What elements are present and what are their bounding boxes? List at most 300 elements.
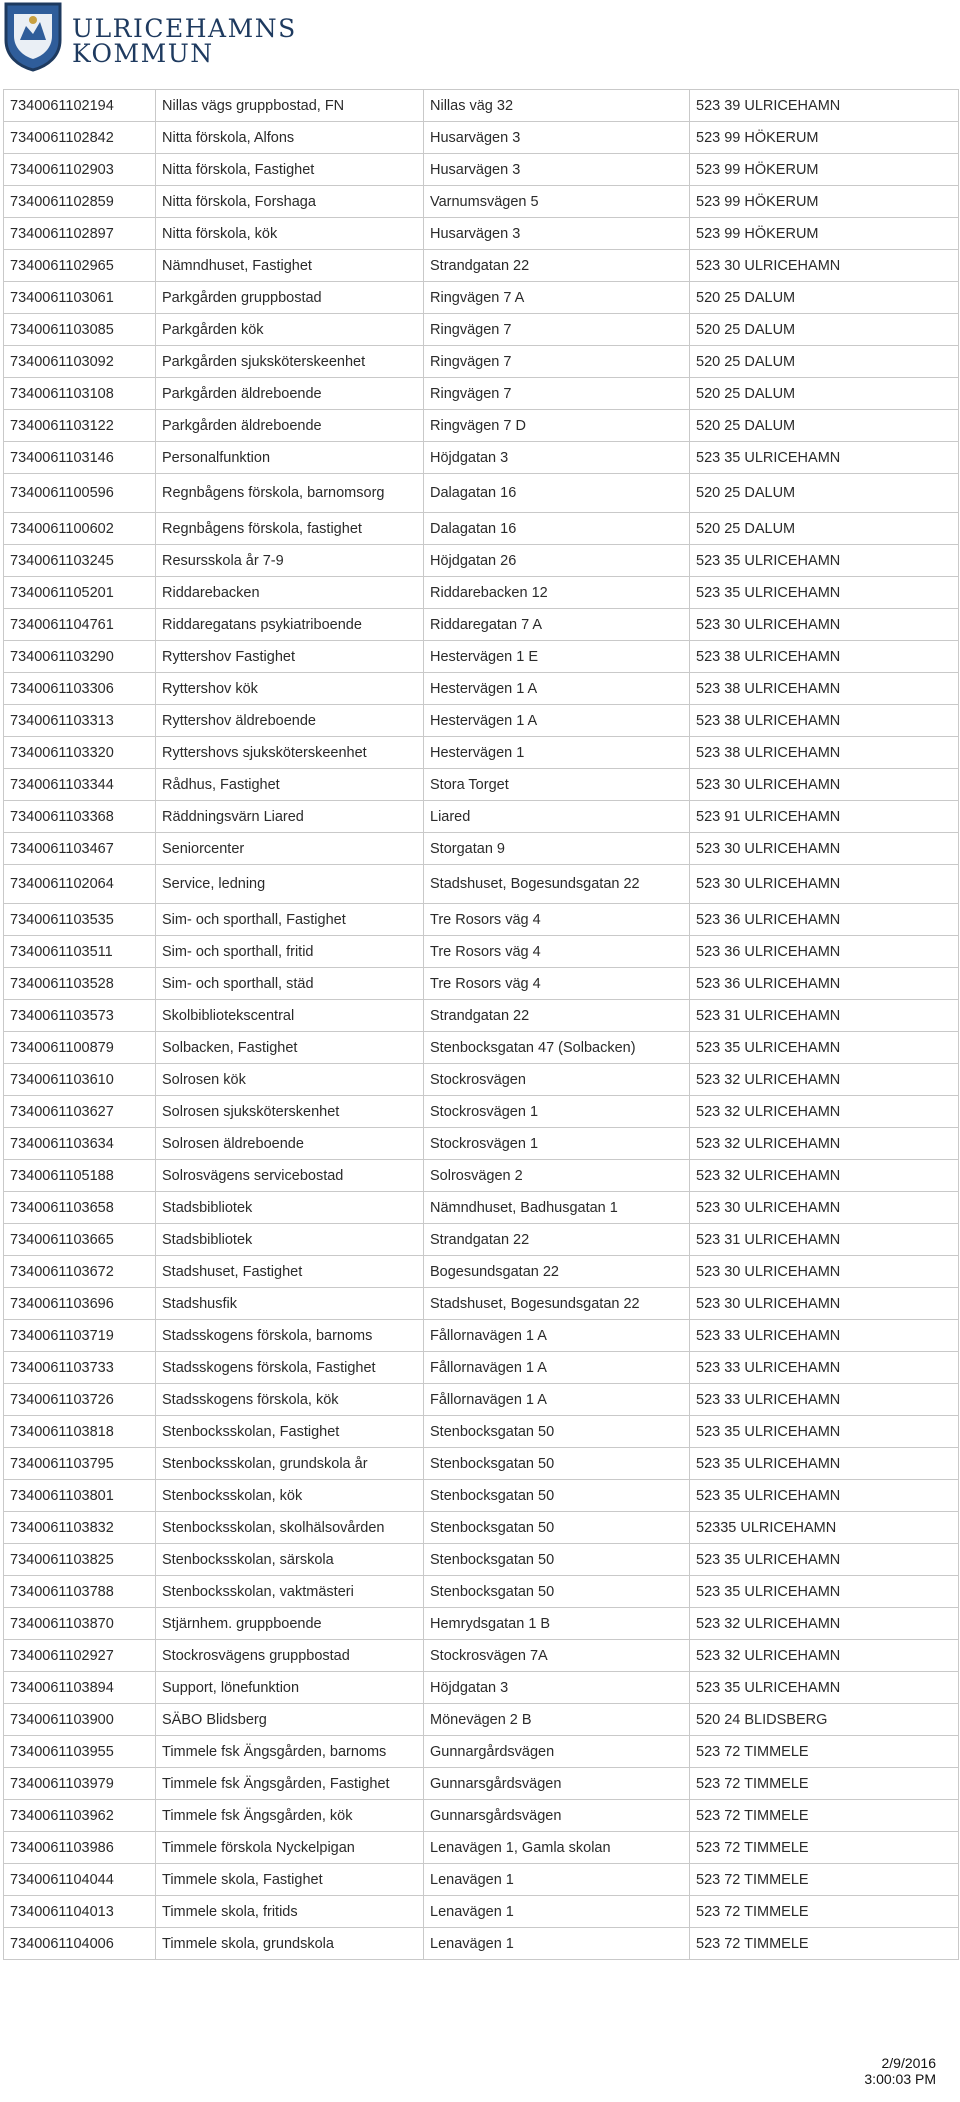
- street-address-cell: Ringvägen 7: [424, 378, 690, 410]
- street-address-cell: Fållornavägen 1 A: [424, 1320, 690, 1352]
- gln-cell: 7340061103719: [4, 1320, 156, 1352]
- postal-address-cell: 523 30 ULRICEHAMN: [690, 1288, 959, 1320]
- postal-address-cell: 523 30 ULRICEHAMN: [690, 250, 959, 282]
- street-address-cell: Fållornavägen 1 A: [424, 1384, 690, 1416]
- street-address-cell: Bogesundsgatan 22: [424, 1256, 690, 1288]
- unit-name-cell: Rådhus, Fastighet: [156, 769, 424, 801]
- logo-line-2: KOMMUN: [72, 39, 214, 68]
- street-address-cell: Husarvägen 3: [424, 122, 690, 154]
- gln-cell: 7340061103986: [4, 1832, 156, 1864]
- street-address-cell: Stenbocksgatan 47 (Solbacken): [424, 1032, 690, 1064]
- gln-cell: 7340061103290: [4, 641, 156, 673]
- street-address-cell: Husarvägen 3: [424, 154, 690, 186]
- gln-cell: 7340061103788: [4, 1576, 156, 1608]
- unit-name-cell: Solbacken, Fastighet: [156, 1032, 424, 1064]
- postal-address-cell: 523 72 TIMMELE: [690, 1832, 959, 1864]
- unit-name-cell: Resursskola år 7-9: [156, 545, 424, 577]
- unit-name-cell: Stjärnhem. gruppboende: [156, 1608, 424, 1640]
- street-address-cell: Stadshuset, Bogesundsgatan 22: [424, 1288, 690, 1320]
- table-row: [4, 609, 959, 641]
- unit-name-cell: Stenbocksskolan, Fastighet: [156, 1416, 424, 1448]
- postal-address-cell: 520 24 BLIDSBERG: [690, 1704, 959, 1736]
- table-row: [4, 1000, 959, 1032]
- unit-name-cell: Nitta förskola, Fastighet: [156, 154, 424, 186]
- street-address-cell: Hestervägen 1 E: [424, 641, 690, 673]
- street-address-cell: Gunnargårdsvägen: [424, 1736, 690, 1768]
- gln-cell: 7340061103870: [4, 1608, 156, 1640]
- street-address-cell: Stockrosvägen 7A: [424, 1640, 690, 1672]
- postal-address-cell: 523 72 TIMMELE: [690, 1800, 959, 1832]
- street-address-cell: Strandgatan 22: [424, 1224, 690, 1256]
- print-date: 2/9/2016: [881, 2055, 936, 2071]
- postal-address-cell: 520 25 DALUM: [690, 282, 959, 314]
- gln-cell: 7340061103627: [4, 1096, 156, 1128]
- table-row: [4, 282, 959, 314]
- unit-name-cell: Ryttershov äldreboende: [156, 705, 424, 737]
- table-row: [4, 1928, 959, 1960]
- table-row: [4, 186, 959, 218]
- gln-cell: 7340061104044: [4, 1864, 156, 1896]
- unit-name-cell: Parkgården kök: [156, 314, 424, 346]
- street-address-cell: Nillas väg 32: [424, 90, 690, 122]
- street-address-cell: Nämndhuset, Badhusgatan 1: [424, 1192, 690, 1224]
- gln-cell: 7340061100596: [4, 474, 156, 513]
- municipality-logo: [2, 0, 302, 72]
- table-row: [4, 1512, 959, 1544]
- street-address-cell: Varnumsvägen 5: [424, 186, 690, 218]
- gln-cell: 7340061103672: [4, 1256, 156, 1288]
- postal-address-cell: 523 30 ULRICEHAMN: [690, 865, 959, 904]
- street-address-cell: Stenbocksgatan 50: [424, 1544, 690, 1576]
- unit-name-cell: Stadshuset, Fastighet: [156, 1256, 424, 1288]
- unit-name-cell: Parkgården äldreboende: [156, 410, 424, 442]
- gln-cell: 7340061104761: [4, 609, 156, 641]
- gln-cell: 7340061102859: [4, 186, 156, 218]
- postal-address-cell: 523 35 ULRICEHAMN: [690, 1448, 959, 1480]
- table-row: [4, 1640, 959, 1672]
- gln-cell: 7340061103634: [4, 1128, 156, 1160]
- unit-name-cell: Nitta förskola, Alfons: [156, 122, 424, 154]
- unit-name-cell: Regnbågens förskola, barnomsorg: [156, 474, 424, 513]
- unit-name-cell: Ryttershovs sjuksköterskeenhet: [156, 737, 424, 769]
- table-row: [4, 250, 959, 282]
- gln-cell: 7340061100602: [4, 513, 156, 545]
- gln-cell: 7340061103085: [4, 314, 156, 346]
- unit-name-cell: Solrosvägens servicebostad: [156, 1160, 424, 1192]
- postal-address-cell: 523 38 ULRICEHAMN: [690, 673, 959, 705]
- table-row: [4, 1896, 959, 1928]
- gln-cell: 7340061103733: [4, 1352, 156, 1384]
- table-row: [4, 1448, 959, 1480]
- postal-address-cell: 523 30 ULRICEHAMN: [690, 609, 959, 641]
- unit-name-cell: Regnbågens förskola, fastighet: [156, 513, 424, 545]
- street-address-cell: Lenavägen 1, Gamla skolan: [424, 1832, 690, 1864]
- postal-address-cell: 523 36 ULRICEHAMN: [690, 936, 959, 968]
- table-row: [4, 1768, 959, 1800]
- table-row: [4, 1416, 959, 1448]
- street-address-cell: Dalagatan 16: [424, 513, 690, 545]
- gln-cell: 7340061102064: [4, 865, 156, 904]
- unit-name-cell: Stenbocksskolan, kök: [156, 1480, 424, 1512]
- postal-address-cell: 523 32 ULRICEHAMN: [690, 1064, 959, 1096]
- municipality-name: [72, 16, 297, 66]
- unit-name-cell: Solrosen sjuksköterskenhet: [156, 1096, 424, 1128]
- table-row: [4, 410, 959, 442]
- gln-cell: 7340061103061: [4, 282, 156, 314]
- table-row: [4, 1064, 959, 1096]
- unit-name-cell: Seniorcenter: [156, 833, 424, 865]
- unit-name-cell: Nitta förskola, Forshaga: [156, 186, 424, 218]
- unit-name-cell: Riddarebacken: [156, 577, 424, 609]
- street-address-cell: Stenbocksgatan 50: [424, 1480, 690, 1512]
- unit-name-cell: Ryttershov kök: [156, 673, 424, 705]
- table-row: [4, 737, 959, 769]
- street-address-cell: Höjdgatan 26: [424, 545, 690, 577]
- gln-cell: 7340061102194: [4, 90, 156, 122]
- postal-address-cell: 523 99 HÖKERUM: [690, 154, 959, 186]
- gln-cell: 7340061102927: [4, 1640, 156, 1672]
- table-row: [4, 1128, 959, 1160]
- gln-cell: 7340061103092: [4, 346, 156, 378]
- postal-address-cell: 523 39 ULRICEHAMN: [690, 90, 959, 122]
- street-address-cell: Gunnarsgårdsvägen: [424, 1800, 690, 1832]
- postal-address-cell: 523 38 ULRICEHAMN: [690, 737, 959, 769]
- street-address-cell: Stockrosvägen: [424, 1064, 690, 1096]
- table-row: [4, 1608, 959, 1640]
- postal-address-cell: 520 25 DALUM: [690, 410, 959, 442]
- table-row: [4, 1704, 959, 1736]
- unit-name-cell: Skolbibliotekscentral: [156, 1000, 424, 1032]
- street-address-cell: Solrosvägen 2: [424, 1160, 690, 1192]
- unit-name-cell: Stadsbibliotek: [156, 1224, 424, 1256]
- street-address-cell: Hestervägen 1: [424, 737, 690, 769]
- table-row: [4, 1832, 959, 1864]
- postal-address-cell: 523 72 TIMMELE: [690, 1896, 959, 1928]
- postal-address-cell: 523 31 ULRICEHAMN: [690, 1000, 959, 1032]
- gln-cell: 7340061103801: [4, 1480, 156, 1512]
- gln-cell: 7340061102903: [4, 154, 156, 186]
- unit-name-cell: Parkgården äldreboende: [156, 378, 424, 410]
- postal-address-cell: 523 31 ULRICEHAMN: [690, 1224, 959, 1256]
- postal-address-cell: 523 32 ULRICEHAMN: [690, 1608, 959, 1640]
- postal-address-cell: 523 32 ULRICEHAMN: [690, 1096, 959, 1128]
- table-row: [4, 154, 959, 186]
- postal-address-cell: 523 35 ULRICEHAMN: [690, 442, 959, 474]
- table-row: [4, 833, 959, 865]
- table-row: [4, 1736, 959, 1768]
- street-address-cell: Liared: [424, 801, 690, 833]
- postal-address-cell: 523 32 ULRICEHAMN: [690, 1640, 959, 1672]
- unit-name-cell: Timmele fsk Ängsgården, kök: [156, 1800, 424, 1832]
- postal-address-cell: 523 35 ULRICEHAMN: [690, 1480, 959, 1512]
- unit-name-cell: Timmele skola, grundskola: [156, 1928, 424, 1960]
- postal-address-cell: 523 35 ULRICEHAMN: [690, 1672, 959, 1704]
- table-row: [4, 90, 959, 122]
- street-address-cell: Riddaregatan 7 A: [424, 609, 690, 641]
- street-address-cell: Lenavägen 1: [424, 1896, 690, 1928]
- postal-address-cell: 523 32 ULRICEHAMN: [690, 1160, 959, 1192]
- street-address-cell: Höjdgatan 3: [424, 442, 690, 474]
- table-row: [4, 1480, 959, 1512]
- postal-address-cell: 523 33 ULRICEHAMN: [690, 1320, 959, 1352]
- table-row: [4, 904, 959, 936]
- table-row: [4, 1256, 959, 1288]
- postal-address-cell: 523 35 ULRICEHAMN: [690, 1416, 959, 1448]
- unit-name-cell: Parkgården sjuksköterskeenhet: [156, 346, 424, 378]
- postal-address-cell: 52335 ULRICEHAMN: [690, 1512, 959, 1544]
- gln-cell: 7340061103900: [4, 1704, 156, 1736]
- table-row: [4, 314, 959, 346]
- street-address-cell: Mönevägen 2 B: [424, 1704, 690, 1736]
- unit-name-cell: Stenbocksskolan, skolhälsovården: [156, 1512, 424, 1544]
- street-address-cell: Stenbocksgatan 50: [424, 1448, 690, 1480]
- table-row: [4, 1352, 959, 1384]
- unit-name-cell: Sim- och sporthall, fritid: [156, 936, 424, 968]
- table-row: [4, 1096, 959, 1128]
- unit-name-cell: Support, lönefunktion: [156, 1672, 424, 1704]
- street-address-cell: Husarvägen 3: [424, 218, 690, 250]
- postal-address-cell: 523 99 HÖKERUM: [690, 218, 959, 250]
- table-row: [4, 1672, 959, 1704]
- unit-name-cell: Nitta förskola, kök: [156, 218, 424, 250]
- street-address-cell: Lenavägen 1: [424, 1928, 690, 1960]
- gln-cell: 7340061103818: [4, 1416, 156, 1448]
- unit-name-cell: Stadsskogens förskola, kök: [156, 1384, 424, 1416]
- gln-cell: 7340061103467: [4, 833, 156, 865]
- unit-name-cell: Solrosen äldreboende: [156, 1128, 424, 1160]
- street-address-cell: Dalagatan 16: [424, 474, 690, 513]
- gln-cell: 7340061100879: [4, 1032, 156, 1064]
- street-address-cell: Stora Torget: [424, 769, 690, 801]
- unit-name-cell: Sim- och sporthall, städ: [156, 968, 424, 1000]
- gln-cell: 7340061103306: [4, 673, 156, 705]
- street-address-cell: Strandgatan 22: [424, 250, 690, 282]
- unit-name-cell: Nämndhuset, Fastighet: [156, 250, 424, 282]
- unit-name-cell: Stadsskogens förskola, barnoms: [156, 1320, 424, 1352]
- gln-cell: 7340061103832: [4, 1512, 156, 1544]
- street-address-cell: Hestervägen 1 A: [424, 673, 690, 705]
- postal-address-cell: 523 33 ULRICEHAMN: [690, 1384, 959, 1416]
- unit-name-cell: Parkgården gruppbostad: [156, 282, 424, 314]
- table-row: [4, 545, 959, 577]
- street-address-cell: Stenbocksgatan 50: [424, 1416, 690, 1448]
- table-row: [4, 1288, 959, 1320]
- postal-address-cell: 523 30 ULRICEHAMN: [690, 769, 959, 801]
- gln-cell: 7340061103573: [4, 1000, 156, 1032]
- street-address-cell: Ringvägen 7 D: [424, 410, 690, 442]
- table-row: [4, 1160, 959, 1192]
- unit-name-cell: Nillas vägs gruppbostad, FN: [156, 90, 424, 122]
- gln-cell: 7340061103245: [4, 545, 156, 577]
- gln-cell: 7340061103108: [4, 378, 156, 410]
- street-address-cell: Stockrosvägen 1: [424, 1096, 690, 1128]
- street-address-cell: Stenbocksgatan 50: [424, 1512, 690, 1544]
- gln-cell: 7340061103894: [4, 1672, 156, 1704]
- print-time: 3:00:03 PM: [864, 2071, 936, 2087]
- postal-address-cell: 523 35 ULRICEHAMN: [690, 545, 959, 577]
- postal-address-cell: 523 72 TIMMELE: [690, 1768, 959, 1800]
- gln-cell: 7340061103795: [4, 1448, 156, 1480]
- unit-name-cell: SÄBO Blidsberg: [156, 1704, 424, 1736]
- gln-cell: 7340061105201: [4, 577, 156, 609]
- table-row: [4, 673, 959, 705]
- street-address-cell: Stenbocksgatan 50: [424, 1576, 690, 1608]
- gln-cell: 7340061105188: [4, 1160, 156, 1192]
- postal-address-cell: 523 99 HÖKERUM: [690, 186, 959, 218]
- postal-address-cell: 523 36 ULRICEHAMN: [690, 904, 959, 936]
- table-row: [4, 1224, 959, 1256]
- unit-name-cell: Timmele fsk Ängsgården, barnoms: [156, 1736, 424, 1768]
- postal-address-cell: 523 35 ULRICEHAMN: [690, 577, 959, 609]
- street-address-cell: Riddarebacken 12: [424, 577, 690, 609]
- street-address-cell: Strandgatan 22: [424, 1000, 690, 1032]
- table-row: [4, 1864, 959, 1896]
- street-address-cell: Gunnarsgårdsvägen: [424, 1768, 690, 1800]
- gln-cell: 7340061103610: [4, 1064, 156, 1096]
- street-address-cell: Tre Rosors väg 4: [424, 904, 690, 936]
- postal-address-cell: 523 99 HÖKERUM: [690, 122, 959, 154]
- gln-cell: 7340061104006: [4, 1928, 156, 1960]
- postal-address-cell: 520 25 DALUM: [690, 474, 959, 513]
- unit-name-cell: Timmele förskola Nyckelpigan: [156, 1832, 424, 1864]
- street-address-cell: Höjdgatan 3: [424, 1672, 690, 1704]
- unit-name-cell: Timmele skola, Fastighet: [156, 1864, 424, 1896]
- unit-name-cell: Personalfunktion: [156, 442, 424, 474]
- gln-cell: 7340061103726: [4, 1384, 156, 1416]
- gln-cell: 7340061103825: [4, 1544, 156, 1576]
- gln-cell: 7340061103665: [4, 1224, 156, 1256]
- table-row: [4, 346, 959, 378]
- gln-cell: 7340061103696: [4, 1288, 156, 1320]
- table-row: [4, 1192, 959, 1224]
- postal-address-cell: 523 32 ULRICEHAMN: [690, 1128, 959, 1160]
- gln-cell: 7340061103511: [4, 936, 156, 968]
- gln-cell: 7340061103320: [4, 737, 156, 769]
- unit-name-cell: Service, ledning: [156, 865, 424, 904]
- street-address-cell: Lenavägen 1: [424, 1864, 690, 1896]
- table-row: [4, 1576, 959, 1608]
- postal-address-cell: 523 38 ULRICEHAMN: [690, 641, 959, 673]
- unit-name-cell: Stadsskogens förskola, Fastighet: [156, 1352, 424, 1384]
- street-address-cell: Hemrydsgatan 1 B: [424, 1608, 690, 1640]
- table-row: [4, 513, 959, 545]
- unit-name-cell: Ryttershov Fastighet: [156, 641, 424, 673]
- street-address-cell: Ringvägen 7 A: [424, 282, 690, 314]
- unit-name-cell: Räddningsvärn Liared: [156, 801, 424, 833]
- postal-address-cell: 523 30 ULRICEHAMN: [690, 1192, 959, 1224]
- street-address-cell: Tre Rosors väg 4: [424, 936, 690, 968]
- postal-address-cell: 523 35 ULRICEHAMN: [690, 1032, 959, 1064]
- postal-address-cell: 520 25 DALUM: [690, 314, 959, 346]
- logo-line-1: ULRICEHAMNS: [72, 14, 297, 43]
- gln-cell: 7340061103146: [4, 442, 156, 474]
- table-row: [4, 801, 959, 833]
- table-row: [4, 705, 959, 737]
- table-row: [4, 1384, 959, 1416]
- postal-address-cell: 523 33 ULRICEHAMN: [690, 1352, 959, 1384]
- gln-cell: 7340061103979: [4, 1768, 156, 1800]
- table-row: [4, 1032, 959, 1064]
- unit-name-cell: Stadshusfik: [156, 1288, 424, 1320]
- postal-address-cell: 520 25 DALUM: [690, 378, 959, 410]
- unit-name-cell: Stenbocksskolan, särskola: [156, 1544, 424, 1576]
- unit-name-cell: Solrosen kök: [156, 1064, 424, 1096]
- street-address-cell: Hestervägen 1 A: [424, 705, 690, 737]
- unit-name-cell: Timmele skola, fritids: [156, 1896, 424, 1928]
- table-row: [4, 577, 959, 609]
- gln-cell: 7340061103368: [4, 801, 156, 833]
- postal-address-cell: 523 36 ULRICEHAMN: [690, 968, 959, 1000]
- gln-cell: 7340061103528: [4, 968, 156, 1000]
- unit-name-cell: Stenbocksskolan, vaktmästeri: [156, 1576, 424, 1608]
- postal-address-cell: 523 91 ULRICEHAMN: [690, 801, 959, 833]
- gln-cell: 7340061103535: [4, 904, 156, 936]
- unit-name-cell: Stenbocksskolan, grundskola år: [156, 1448, 424, 1480]
- table-row: [4, 865, 959, 904]
- gln-cell: 7340061102897: [4, 218, 156, 250]
- postal-address-cell: 523 38 ULRICEHAMN: [690, 705, 959, 737]
- postal-address-cell: 520 25 DALUM: [690, 513, 959, 545]
- table-row: [4, 378, 959, 410]
- gln-cell: 7340061103122: [4, 410, 156, 442]
- table-row: [4, 641, 959, 673]
- street-address-cell: Stadshuset, Bogesundsgatan 22: [424, 865, 690, 904]
- postal-address-cell: 523 30 ULRICEHAMN: [690, 833, 959, 865]
- street-address-cell: Storgatan 9: [424, 833, 690, 865]
- table-row: [4, 442, 959, 474]
- street-address-cell: Tre Rosors väg 4: [424, 968, 690, 1000]
- table-row: [4, 968, 959, 1000]
- gln-cell: 7340061103344: [4, 769, 156, 801]
- postal-address-cell: 523 35 ULRICEHAMN: [690, 1576, 959, 1608]
- postal-address-cell: 523 72 TIMMELE: [690, 1864, 959, 1896]
- street-address-cell: Ringvägen 7: [424, 346, 690, 378]
- table-row: [4, 1800, 959, 1832]
- table-row: [4, 218, 959, 250]
- postal-address-cell: 523 35 ULRICEHAMN: [690, 1544, 959, 1576]
- street-address-cell: Stockrosvägen 1: [424, 1128, 690, 1160]
- unit-name-cell: Sim- och sporthall, Fastighet: [156, 904, 424, 936]
- unit-name-cell: Stadsbibliotek: [156, 1192, 424, 1224]
- unit-name-cell: Riddaregatans psykiatriboende: [156, 609, 424, 641]
- gln-cell: 7340061102965: [4, 250, 156, 282]
- unit-name-cell: Stockrosvägens gruppbostad: [156, 1640, 424, 1672]
- table-row: [4, 1320, 959, 1352]
- location-register-table: [3, 89, 959, 1960]
- street-address-cell: Fållornavägen 1 A: [424, 1352, 690, 1384]
- gln-cell: 7340061103313: [4, 705, 156, 737]
- table-row: [4, 936, 959, 968]
- gln-cell: 7340061103962: [4, 1800, 156, 1832]
- gln-cell: 7340061103658: [4, 1192, 156, 1224]
- table-body: [4, 90, 959, 1960]
- table-row: [4, 474, 959, 513]
- table-row: [4, 122, 959, 154]
- gln-cell: 7340061102842: [4, 122, 156, 154]
- postal-address-cell: 523 30 ULRICEHAMN: [690, 1256, 959, 1288]
- table-row: [4, 769, 959, 801]
- postal-address-cell: 523 72 TIMMELE: [690, 1736, 959, 1768]
- gln-cell: 7340061103955: [4, 1736, 156, 1768]
- unit-name-cell: Timmele fsk Ängsgården, Fastighet: [156, 1768, 424, 1800]
- gln-cell: 7340061104013: [4, 1896, 156, 1928]
- coat-of-arms-icon: [2, 0, 64, 72]
- postal-address-cell: 520 25 DALUM: [690, 346, 959, 378]
- table-row: [4, 1544, 959, 1576]
- print-timestamp: [864, 2055, 936, 2087]
- postal-address-cell: 523 72 TIMMELE: [690, 1928, 959, 1960]
- street-address-cell: Ringvägen 7: [424, 314, 690, 346]
